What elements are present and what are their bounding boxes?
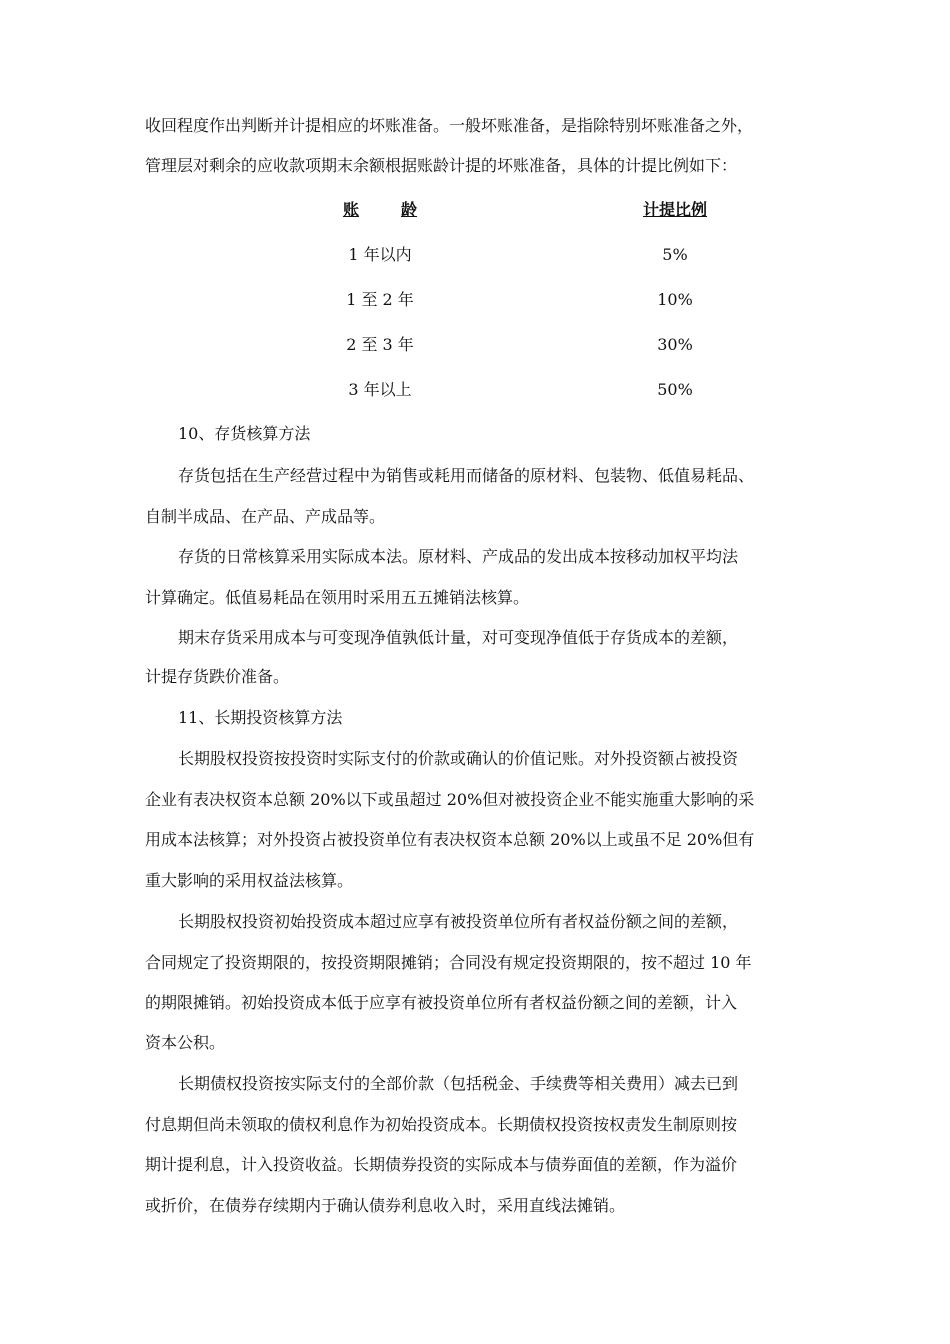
- table-cell-ratio: 30%: [657, 335, 693, 354]
- section-10-p3-line-2: 计提存货跌价准备。: [145, 667, 290, 686]
- header-age-char-2: 龄: [401, 200, 418, 219]
- intro-line-1: 收回程度作出判断并计提相应的坏账准备。一般坏账准备，是指除特别坏账准备之外，: [145, 116, 754, 135]
- section-11-p1-line-2: 企业有表决权资本总额 20%以下或虽超过 20%但对被投资企业不能实施重大影响的采: [145, 790, 755, 809]
- table-cell-age: 3 年以上: [348, 380, 412, 399]
- section-10-p3-line-1: 期末存货采用成本与可变现净值孰低计量，对可变现净值低于存货成本的差额，: [178, 628, 739, 647]
- table-header-age: [300, 200, 460, 220]
- table-cell-ratio: 10%: [657, 290, 693, 309]
- section-10-p1-line-2: 自制半成品、在产品、产成品等。: [145, 507, 386, 526]
- section-11-p3-line-1: 长期债权投资按实际支付的全部价款（包括税金、手续费等相关费用）减去已到: [178, 1074, 739, 1093]
- section-11-p1-line-1: 长期股权投资按投资时实际支付的价款或确认的价值记账。对外投资额占被投资: [178, 749, 739, 768]
- section-11-p2-line-2: 合同规定了投资期限的，按投资期限摊销；合同没有规定投资期限的，按不超过 10 年: [145, 953, 752, 972]
- section-11-p1-line-3: 用成本法核算；对外投资占被投资单位有表决权资本总额 20%以上或虽不足 20%但有: [145, 830, 755, 849]
- table-cell-age: 1 年以内: [348, 245, 412, 264]
- section-11-p2-line-3: 的期限摊销。初始投资成本低于应享有被投资单位所有者权益份额之间的差额，计入: [145, 993, 738, 1012]
- section-11-p2-line-1: 长期股权投资初始投资成本超过应享有被投资单位所有者权益份额之间的差额，: [178, 912, 739, 931]
- header-age-char-1: 账: [342, 200, 359, 219]
- table-cell-age: 1 至 2 年: [346, 290, 414, 309]
- section-10-heading: 10、存货核算方法: [178, 424, 311, 443]
- table-header-ratio: 计提比例: [642, 200, 707, 219]
- section-11-p2-line-4: 资本公积。: [145, 1033, 226, 1052]
- section-10-p1-line-1: 存货包括在生产经营过程中为销售或耗用而储备的原材料、包装物、低值易耗品、: [178, 466, 755, 485]
- section-10-p2-line-1: 存货的日常核算采用实际成本法。原材料、产成品的发出成本按移动加权平均法: [178, 547, 739, 566]
- section-11-p3-line-2: 付息期但尚未领取的债权利息作为初始投资成本。长期债权投资按权责发生制原则按: [145, 1115, 738, 1134]
- table-cell-ratio: 50%: [657, 380, 693, 399]
- table-cell-ratio: 5%: [662, 245, 688, 264]
- table-cell-age: 2 至 3 年: [346, 335, 414, 354]
- section-11-p1-line-4: 重大影响的采用权益法核算。: [145, 871, 354, 890]
- section-11-heading: 11、长期投资核算方法: [178, 708, 343, 727]
- intro-line-2: 管理层对剩余的应收款项期末余额根据账龄计提的坏账准备，具体的计提比例如下：: [145, 156, 738, 175]
- section-10-p2-line-2: 计算确定。低值易耗品在领用时采用五五摊销法核算。: [145, 588, 530, 607]
- section-11-p3-line-3: 期计提利息，计入投资收益。长期债券投资的实际成本与债券面值的差额，作为溢价: [145, 1155, 738, 1174]
- section-11-p3-line-4: 或折价，在债券存续期内于确认债券利息收入时，采用直线法摊销。: [145, 1196, 626, 1215]
